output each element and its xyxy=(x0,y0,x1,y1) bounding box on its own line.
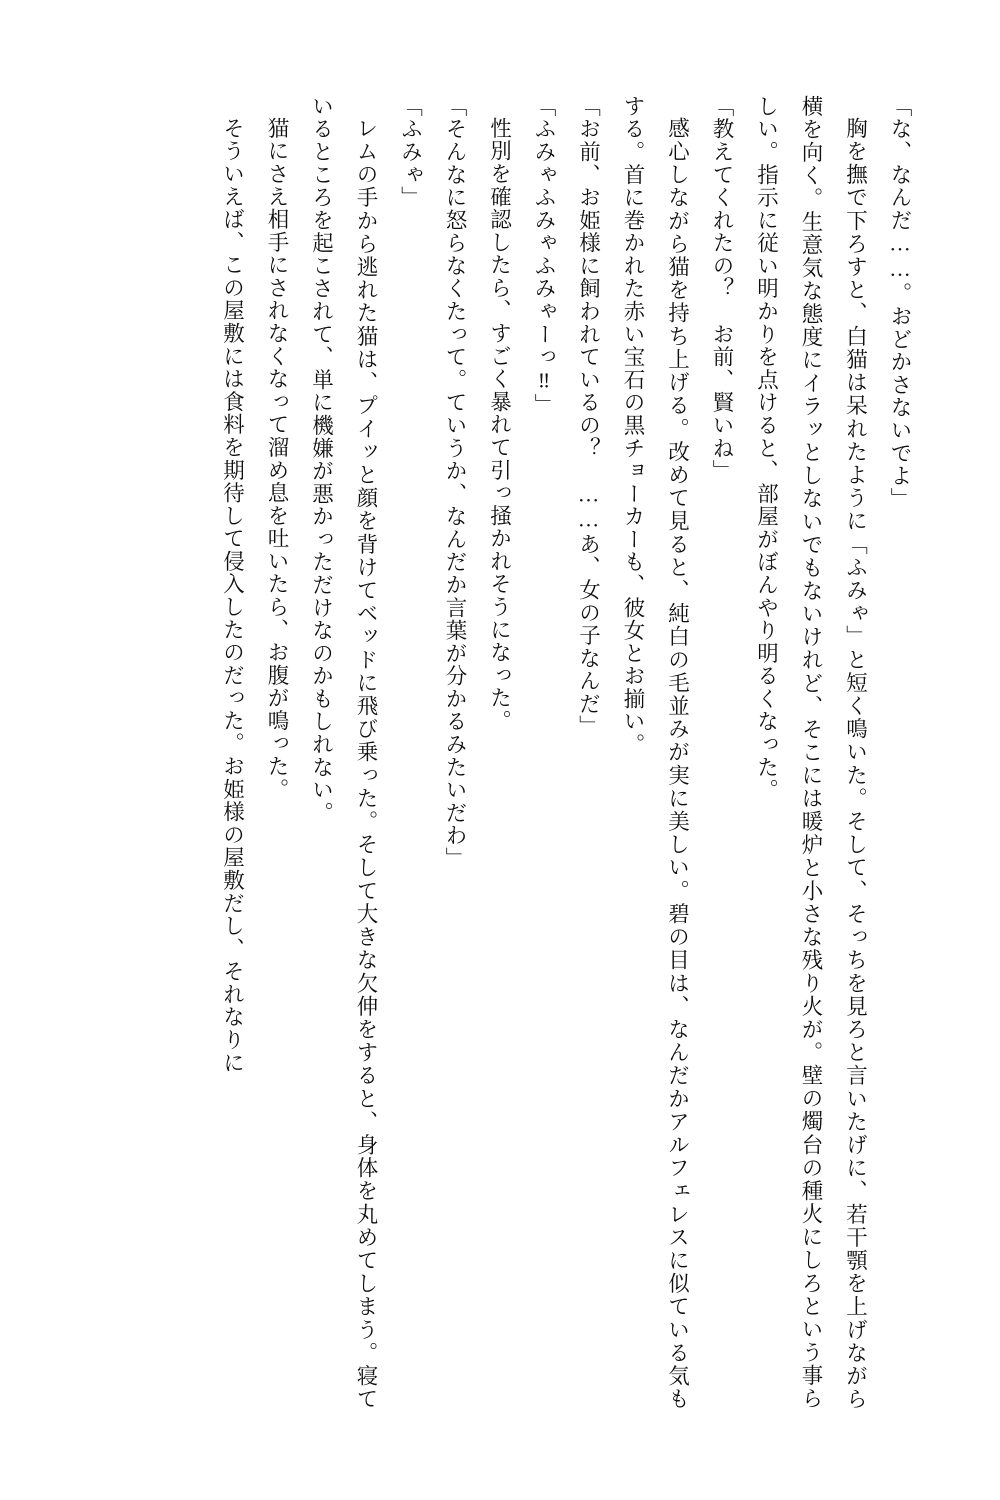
paragraph: 「教えてくれたの？ お前、賢いね」 xyxy=(710,95,734,483)
paragraph: 性別を確認したら、すごく暴れて引っ掻かれそうになった。 xyxy=(487,116,512,732)
paragraph: 「ふみゃ」 xyxy=(398,95,423,209)
vertical-text-body xyxy=(60,95,922,1410)
paragraph: 「な、なんだ……。おどかさないでよ」 xyxy=(888,95,912,511)
paragraph: 「そんなに怒らなくたって。ていうか、なんだか言葉が分かるみたいだわ」 xyxy=(443,95,467,870)
paragraph: レムの手から逃れた猫は、プイッと顔を背けてベッドに飛び乗った。そして大きな欠伸をすると、身体を丸めてしまう。寝ているところを起こされて、単に機嫌が悪かっただけなのかもしれない。 xyxy=(309,95,378,1410)
paragraph: 胸を撫で下ろすと、白猫は呆れたように「ふみゃ」と短く鳴いた。そして、そっちを見ろと言いたげに、若干顎を上げながら横を向く。生意気な態度にイラッとしないでもないけれど、そこには暖炉と小さな残り火が。壁の燭台の種火にしろという事らしい。指示に従い明かりを点けると、部屋がぼんやり明るくなった。 xyxy=(754,95,868,1410)
paragraph: 「お前、お姫様に飼われているの？ ……あ、女の子なんだ」 xyxy=(576,95,601,739)
paragraph: そういえば、この屋敷には食料を期待して侵入したのだった。お姫様の屋敷だし、それなりに xyxy=(220,116,245,1074)
paragraph: 「ふみゃふみゃふみゃーっ‼」 xyxy=(532,95,556,417)
paragraph: 猫にさえ相手にされなくなって溜め息を吐いたら、お腹が鳴った。 xyxy=(265,116,289,801)
paragraph: 感心しながら猫を持ち上げる。改めて見ると、純白の毛並みが実に美しい。碧の目は、なんだかアルフェレスに似ている気もする。首に巻かれた赤い宝石の黒チョーカーも、彼女とお揃い。 xyxy=(621,95,690,1410)
